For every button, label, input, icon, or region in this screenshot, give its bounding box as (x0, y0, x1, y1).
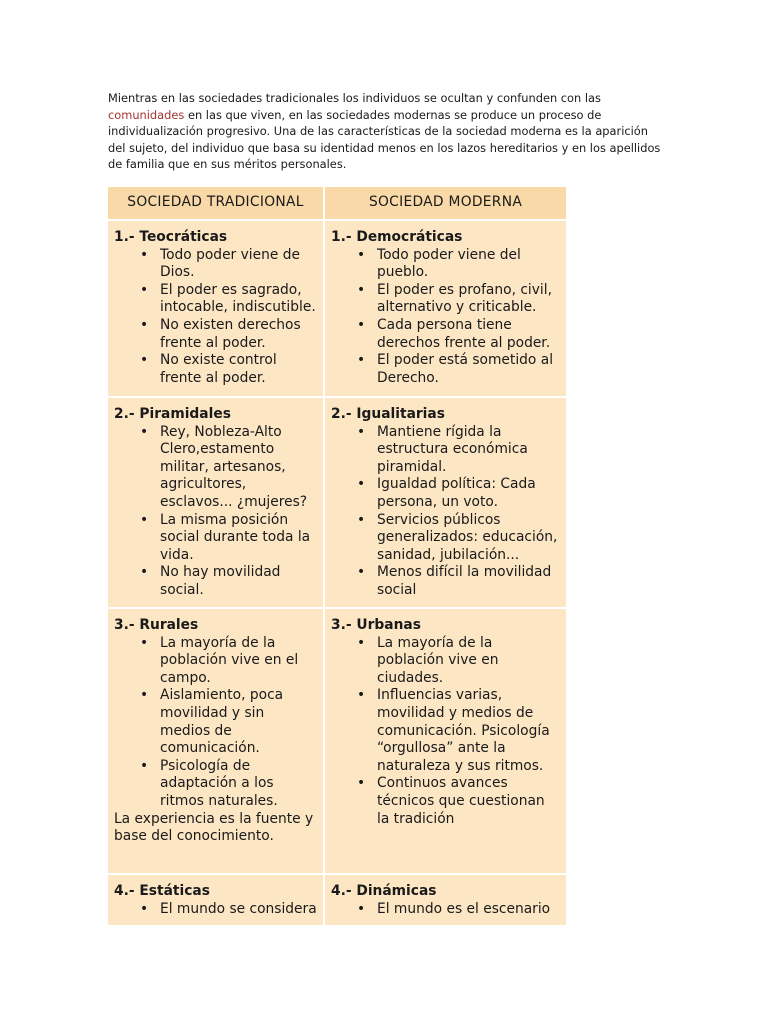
list-item: • El mundo es el escenario (377, 901, 560, 919)
cell-moderna (324, 397, 567, 608)
comparison-table (106, 185, 568, 927)
bullet-list (114, 247, 317, 388)
list-item: • No existe control frente al poder. (160, 352, 317, 387)
comunidades-link[interactable]: comunidades (108, 107, 185, 122)
list-item: • La mayoría de la población vive en el campo. (160, 635, 317, 688)
header-tradicional: SOCIEDAD TRADICIONAL (107, 186, 324, 220)
bullet-list (331, 901, 560, 919)
table-row (107, 397, 567, 608)
section-title: 4.- Dinámicas (331, 883, 437, 899)
section-title: 1.- Teocráticas (114, 229, 228, 245)
section-title: 4.- Estáticas (114, 883, 210, 899)
bullet-list (331, 247, 560, 388)
table-row (107, 220, 567, 397)
list-item: • Rey, Nobleza-Alto Clero,estamento militar, artesanos, agricultores, esclavos... ¿mujeres? (160, 424, 317, 512)
list-item: • Menos difícil la movilidad social (377, 564, 560, 599)
list-item: • Cada persona tiene derechos frente al poder. (377, 317, 560, 352)
cell-moderna (324, 608, 567, 874)
list-item: • La misma posición social durante toda la vida. (160, 512, 317, 565)
bullet-list (114, 635, 317, 811)
bullet-list (114, 424, 317, 600)
cell-moderna (324, 874, 567, 926)
list-item: • Igualdad política: Cada persona, un voto. (377, 476, 560, 511)
list-item: • Todo poder viene de Dios. (160, 247, 317, 282)
list-item: • Todo poder viene del pueblo. (377, 247, 560, 282)
header-moderna: SOCIEDAD MODERNA (324, 186, 567, 220)
list-item: • Mantiene rígida la estructura económica piramidal. (377, 424, 560, 477)
bullet-list (114, 901, 317, 919)
list-item: • Influencias varias, movilidad y medios de comunicación. Psicología “orgullosa” ante la naturaleza y sus ritmos. (377, 687, 560, 775)
intro-text-before: Mientras en las sociedades tradicionales los individuos se ocultan y confunden con las (108, 91, 601, 105)
section-title: 3.- Rurales (114, 617, 199, 633)
list-item: • No hay movilidad social. (160, 564, 317, 599)
list-item: • La mayoría de la población vive en ciudades. (377, 635, 560, 688)
list-item: • No existen derechos frente al poder. (160, 317, 317, 352)
bullet-list (331, 424, 560, 600)
section-title: 2.- Piramidales (114, 406, 231, 422)
list-item: • Servicios públicos generalizados: educación, sanidad, jubilación... (377, 512, 560, 565)
list-item: • El poder es sagrado, intocable, indiscutible. (160, 282, 317, 317)
cell-note: La experiencia es la fuente y base del conocimiento. (114, 810, 314, 845)
cell-moderna (324, 220, 567, 397)
intro-text-after: en las que viven, en las sociedades modernas se produce un proceso de individualización progresivo. Una de las características de la sociedad moderna es la aparición del sujeto, del individuo que basa su identidad menos en los lazos hereditarios y en los apellidos de familia que en sus méritos personales. (108, 107, 661, 171)
table-row (107, 608, 567, 874)
list-item: • Psicología de adaptación a los ritmos naturales. (160, 758, 317, 811)
cell-tradicional (107, 608, 324, 874)
list-item: • El poder está sometido al Derecho. (377, 352, 560, 387)
intro-paragraph (108, 90, 668, 173)
list-item: • Continuos avances técnicos que cuestionan la tradición (377, 775, 560, 828)
table-row (107, 874, 567, 926)
section-title: 2.- Igualitarias (331, 406, 445, 422)
section-title: 3.- Urbanas (331, 617, 421, 633)
list-item: • Aislamiento, poca movilidad y sin medios de comunicación. (160, 687, 317, 757)
cell-tradicional (107, 397, 324, 608)
cell-tradicional (107, 220, 324, 397)
cell-tradicional (107, 874, 324, 926)
list-item: • El poder es profano, civil, alternativo y criticable. (377, 282, 560, 317)
list-item: • El mundo se considera (160, 901, 317, 919)
bullet-list (331, 635, 560, 829)
section-title: 1.- Democráticas (331, 229, 463, 245)
header-row (107, 186, 567, 220)
